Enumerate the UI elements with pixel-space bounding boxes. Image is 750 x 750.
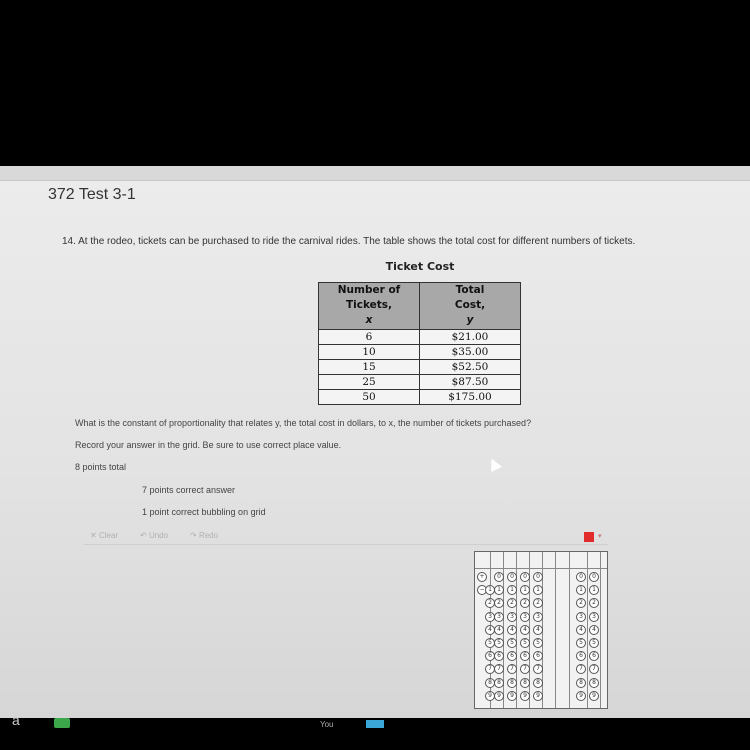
- digit-bubble[interactable]: 2: [520, 598, 530, 608]
- grid-column-divider: [555, 552, 556, 708]
- digit-bubble[interactable]: 1: [520, 585, 530, 595]
- grid-column-divider: [600, 552, 601, 708]
- digit-bubble[interactable]: 2: [485, 598, 495, 608]
- digit-bubble[interactable]: 6: [507, 651, 517, 661]
- answer-toolbar: [84, 528, 608, 545]
- digit-bubble[interactable]: 2: [494, 598, 504, 608]
- digit-bubble[interactable]: 7: [589, 664, 599, 674]
- digit-bubble[interactable]: 0: [507, 572, 517, 582]
- answer-grid[interactable]: [474, 551, 608, 709]
- digit-bubble[interactable]: 8: [533, 678, 543, 688]
- question-text: 14. At the rodeo, tickets can be purchased to ride the carnival rides. The table shows the total cost for different numbers of tickets.: [62, 236, 636, 247]
- digit-bubble[interactable]: 1: [533, 585, 543, 595]
- digit-bubble[interactable]: 5: [533, 638, 543, 648]
- digit-bubble[interactable]: 5: [494, 638, 504, 648]
- table-row: 6 $21.00: [319, 330, 521, 345]
- digit-bubble[interactable]: 4: [507, 625, 517, 635]
- sign-bubble[interactable]: −: [477, 585, 487, 595]
- digit-bubble[interactable]: 2: [507, 598, 517, 608]
- digit-bubble[interactable]: 0: [589, 572, 599, 582]
- digit-bubble[interactable]: 5: [520, 638, 530, 648]
- prompt-question: What is the constant of proportionality that relates y, the total cost in dollars, to x, the number of tickets purchased?: [75, 418, 532, 428]
- ticket-cost-table: [318, 282, 521, 405]
- browser-top-strip: [0, 166, 750, 181]
- digit-bubble[interactable]: 6: [494, 651, 504, 661]
- prompt-instructions: Record your answer in the grid. Be sure to use correct place value.: [75, 440, 342, 450]
- digit-bubble[interactable]: 4: [494, 625, 504, 635]
- redo-button[interactable]: ↷ Redo: [190, 531, 219, 540]
- digit-bubble[interactable]: 8: [494, 678, 504, 688]
- digit-bubble[interactable]: 5: [485, 638, 495, 648]
- digit-bubble[interactable]: 1: [494, 585, 504, 595]
- digit-bubble[interactable]: 4: [485, 625, 495, 635]
- table-row: 25 $87.50: [319, 375, 521, 390]
- digit-bubble[interactable]: 6: [520, 651, 530, 661]
- digit-bubble[interactable]: 6: [533, 651, 543, 661]
- digit-bubble[interactable]: 6: [576, 651, 586, 661]
- digit-bubble[interactable]: 8: [520, 678, 530, 688]
- digit-bubble[interactable]: 3: [589, 612, 599, 622]
- digit-bubble[interactable]: 9: [576, 691, 586, 701]
- digit-bubble[interactable]: 8: [507, 678, 517, 688]
- window-icon[interactable]: [366, 720, 384, 728]
- digit-bubble[interactable]: 7: [533, 664, 543, 674]
- digit-bubble[interactable]: 3: [507, 612, 517, 622]
- digit-bubble[interactable]: 1: [576, 585, 586, 595]
- digit-bubble[interactable]: 0: [494, 572, 504, 582]
- digit-bubble[interactable]: 3: [485, 612, 495, 622]
- digit-bubble[interactable]: 9: [485, 691, 495, 701]
- points-correct-answer: 7 points correct answer: [142, 485, 236, 495]
- digit-bubble[interactable]: 6: [485, 651, 495, 661]
- digit-bubble[interactable]: 3: [533, 612, 543, 622]
- digit-bubble[interactable]: 0: [520, 572, 530, 582]
- digit-bubble[interactable]: 4: [589, 625, 599, 635]
- digit-bubble[interactable]: 7: [520, 664, 530, 674]
- points-total: 8 points total: [75, 462, 127, 472]
- table-row: 50 $175.00: [319, 390, 521, 405]
- digit-bubble[interactable]: 5: [507, 638, 517, 648]
- grid-header-divider: [475, 568, 607, 569]
- digit-bubble[interactable]: 0: [576, 572, 586, 582]
- digit-bubble[interactable]: 7: [576, 664, 586, 674]
- grid-column-divider: [587, 552, 588, 708]
- app-icon[interactable]: [54, 718, 70, 728]
- digit-bubble[interactable]: 3: [520, 612, 530, 622]
- digit-bubble[interactable]: 9: [507, 691, 517, 701]
- digit-bubble[interactable]: 1: [507, 585, 517, 595]
- page-title: 372 Test 3-1: [48, 186, 136, 203]
- digit-bubble[interactable]: 9: [520, 691, 530, 701]
- digit-bubble[interactable]: 8: [576, 678, 586, 688]
- undo-button[interactable]: ↶ Undo: [140, 531, 169, 540]
- digit-bubble[interactable]: 9: [494, 691, 504, 701]
- sign-bubble[interactable]: +: [477, 572, 487, 582]
- taskbar-you-label: You: [320, 720, 334, 729]
- digit-bubble[interactable]: 1: [589, 585, 599, 595]
- digit-bubble[interactable]: 6: [589, 651, 599, 661]
- header-total-cost: Total Cost, y: [420, 283, 521, 330]
- digit-bubble[interactable]: 7: [494, 664, 504, 674]
- test-window: [0, 166, 750, 718]
- table-row: 15 $52.50: [319, 360, 521, 375]
- header-tickets: Number of Tickets, x: [319, 283, 420, 330]
- digit-bubble[interactable]: 5: [576, 638, 586, 648]
- digit-bubble[interactable]: 4: [533, 625, 543, 635]
- taskbar-letter: a: [12, 712, 20, 728]
- digit-bubble[interactable]: 2: [589, 598, 599, 608]
- digit-bubble[interactable]: 3: [576, 612, 586, 622]
- digit-bubble[interactable]: 1: [485, 585, 495, 595]
- digit-bubble[interactable]: 9: [589, 691, 599, 701]
- points-bubbling: 1 point correct bubbling on grid: [142, 507, 266, 517]
- digit-bubble[interactable]: 9: [533, 691, 543, 701]
- mouse-cursor-icon: [486, 456, 502, 472]
- digit-bubble[interactable]: 4: [520, 625, 530, 635]
- digit-bubble[interactable]: 4: [576, 625, 586, 635]
- digit-bubble[interactable]: 2: [576, 598, 586, 608]
- grid-column-divider: [569, 552, 570, 708]
- digit-bubble[interactable]: 2: [533, 598, 543, 608]
- digit-bubble[interactable]: 7: [485, 664, 495, 674]
- digit-bubble[interactable]: 8: [485, 678, 495, 688]
- digit-bubble[interactable]: 0: [533, 572, 543, 582]
- table-title: Ticket Cost: [385, 260, 455, 273]
- digit-bubble[interactable]: 3: [494, 612, 504, 622]
- color-swatch[interactable]: [584, 532, 594, 542]
- digit-bubble[interactable]: 7: [507, 664, 517, 674]
- chevron-down-icon[interactable]: ▾: [598, 533, 602, 540]
- digit-bubble[interactable]: 5: [589, 638, 599, 648]
- table-row: 10 $35.00: [319, 345, 521, 360]
- clear-button[interactable]: ✕ Clear: [90, 531, 119, 540]
- digit-bubble[interactable]: 8: [589, 678, 599, 688]
